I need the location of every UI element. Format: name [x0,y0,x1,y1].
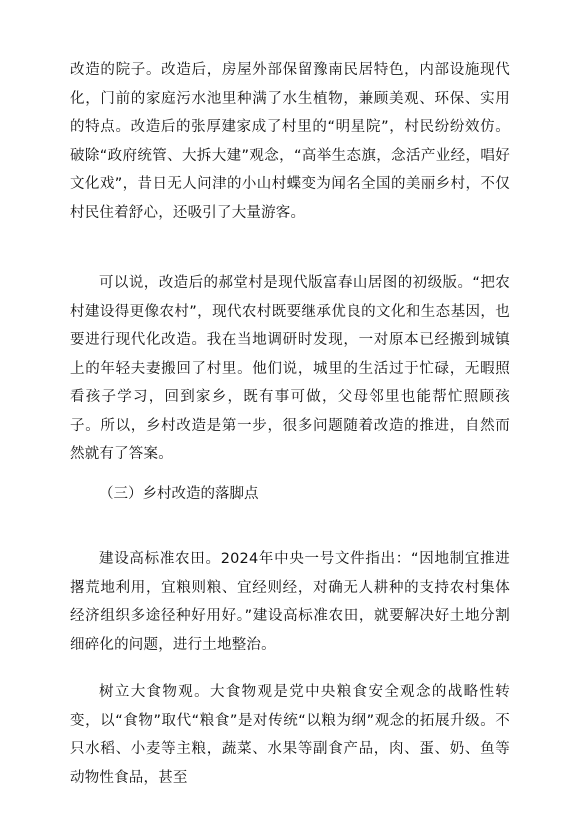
paragraph-village-courtyard: 改造的院子。改造后，房屋外部保留豫南民居特色，内部设施现代化，门前的家庭污水池里种满了水生植物，兼顾美观、环保、实用的特点。改造后的张厚建家成了村里的“明星院”，村民纷纷效仿。破除“政府统管、大拆大建”观念，“高举生态旗，念活产业经，唱好文化戏”，昔日无人问津的小山村蝶变为闻名全国的美丽乡村，不仅村民住着舒心，还吸引了大量游客。 [70,62,510,221]
paragraph-farmland: 建设高标准农田。2024年中央一号文件指出：“因地制宜推进撂荒地利用，宜粮则粮、宜经则经，对确无人耕种的支持农村集体经济组织多途径种好用好。”建设高标准农田，就要解决好土地分割细碎化的问题，进行土地整治。 [70,551,510,653]
section-heading: （三）乡村改造的落脚点 [99,486,259,502]
paragraph-food-view: 树立大食物观。大食物观是党中央粮食安全观念的战略性转变，以“食物”取代“粮食”是对传统“以粮为纲”观念的拓展升级。不只水稻、小麦等主粮，蔬菜、水果等副食产品，肉、蛋、奶、鱼等动物性食品，甚至 [70,684,510,786]
paragraph-haotang-village: 可以说，改造后的郝堂村是现代版富春山居图的初级版。“把农村建设得更像农村”，现代农村既要继承优良的文化和生态基因，也要进行现代化改造。我在当地调研时发现，一对原本已经搬到城镇上的年轻夫妻搬回了村里。他们说，城里的生活过于忙碌，无暇照看孩子学习，回到家乡，既有事可做，父母邻里也能帮忙照顾孩子。所以，乡村改造是第一步，很多问题随着改造的推进，自然而然就有了答案。 [70,275,510,462]
